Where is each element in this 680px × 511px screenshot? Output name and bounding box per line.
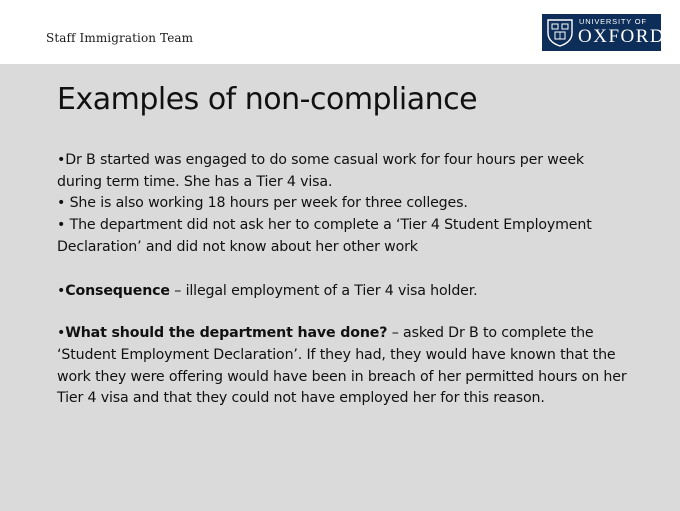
logo-university-of: UNIVERSITY OF bbox=[579, 17, 647, 26]
should-have-bullet: • bbox=[57, 325, 66, 342]
team-label: Staff Immigration Team bbox=[46, 31, 194, 45]
slide-content bbox=[0, 64, 680, 511]
consequence-text: – illegal employment of a Tier 4 visa holder. bbox=[169, 282, 478, 299]
should-have-text: – asked Dr B to complete the ‘Student Employment Declaration’. If they had, they would have known that the work they were offering would have been in breach of her permitted hours on her Tier 4 visa and that they could not have employed her for this reason. bbox=[57, 325, 627, 407]
crest-icon bbox=[546, 18, 574, 47]
consequence-bullet: • bbox=[57, 282, 66, 299]
example-line-3: • The department did not ask her to complete a ‘Tier 4 Student Employment Declaration’ and did not know about her other work bbox=[57, 217, 592, 255]
slide-body bbox=[57, 150, 627, 410]
header bbox=[0, 0, 680, 64]
should-have-paragraph bbox=[57, 323, 627, 410]
university-logo bbox=[542, 14, 666, 51]
consequence-paragraph bbox=[57, 281, 627, 303]
logo-oxford: OXFORD bbox=[578, 26, 666, 47]
example-line-1: •Dr B started was engaged to do some casual work for four hours per week during term time. She has a Tier 4 visa. bbox=[57, 152, 584, 190]
slide-title: Examples of non-compliance bbox=[57, 82, 478, 117]
should-have-label: What should the department have done? bbox=[65, 325, 388, 342]
consequence-label: Consequence bbox=[65, 282, 170, 299]
example-line-2: • She is also working 18 hours per week for three colleges. bbox=[57, 195, 468, 212]
